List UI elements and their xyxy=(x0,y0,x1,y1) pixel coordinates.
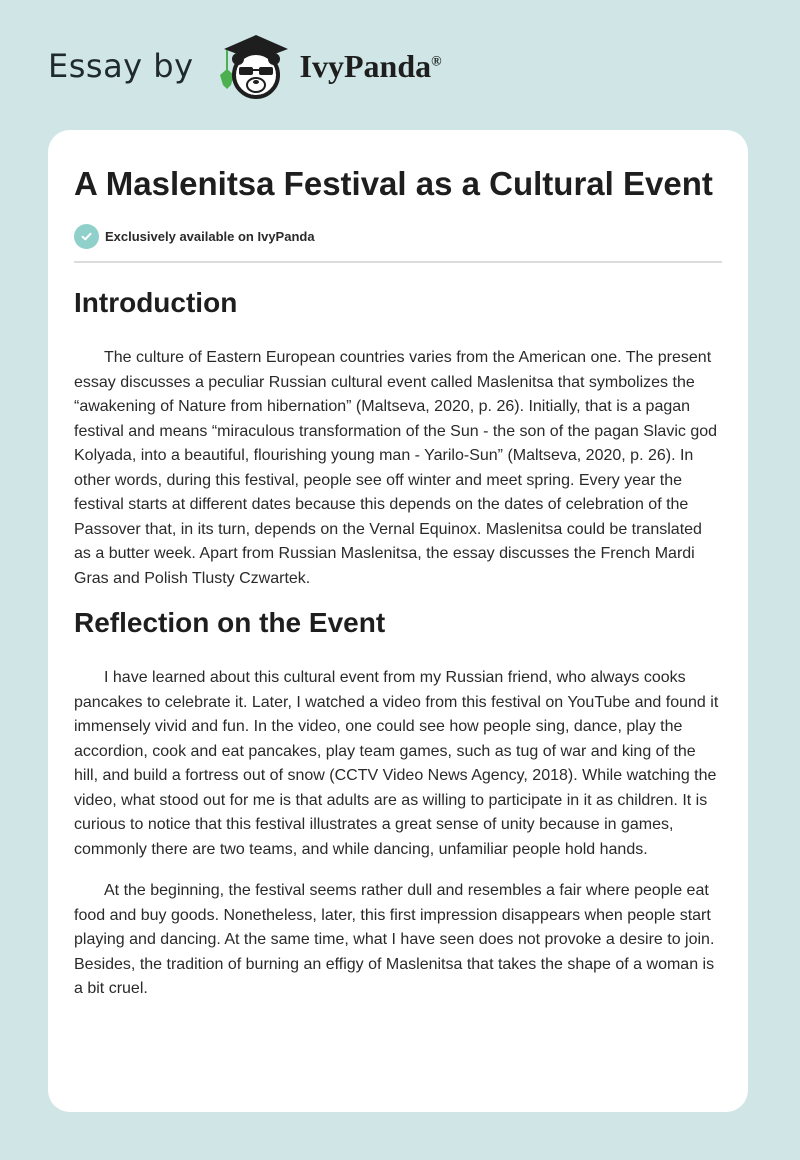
paragraph: I have learned about this cultural event from my Russian friend, who always cooks pancakes to celebrate it. Later, I watched a video from this festival on YouTube and found it immensely vivid and fun. In the video, one could see how people sing, dance, play the accordion, cook and eat pancakes, play team games, such as tug of war and king of the hill, and build a fortress out of snow (CCTV Video News Agency, 2018). While watching the video, what stood out for me is that adults are as willing to participate in it as children. It is curious to notice that this festival illustrates a great sense of unity because in games, commonly there are two teams, and while dancing, unfamiliar people hold hands. xyxy=(74,669,719,858)
essay-card xyxy=(48,130,748,1112)
ivypanda-logo-icon[interactable] xyxy=(214,31,296,101)
section-reflection xyxy=(74,605,722,1002)
section-introduction xyxy=(74,285,722,591)
divider xyxy=(74,261,722,263)
exclusive-badge-text: Exclusively available on IvyPanda xyxy=(105,229,315,244)
paragraph: At the beginning, the festival seems rather dull and resembles a fair where people eat food and buy goods. Nonetheless, later, this first impression disappears when people start playing and dancing. At the same time, what I have seen does not provoke a desire to join. Besides, the tradition of burning an effigy of Maslenitsa that takes the shape of a woman is a bit cruel. xyxy=(74,882,715,997)
section-heading: Reflection on the Event xyxy=(74,607,386,638)
check-circle-icon xyxy=(74,224,99,249)
brand-name-text: IvyPanda xyxy=(299,47,432,84)
exclusive-badge xyxy=(74,224,722,249)
brand-header xyxy=(48,36,442,96)
section-heading: Introduction xyxy=(74,287,238,318)
essay-title: A Maslenitsa Festival as a Cultural Event xyxy=(74,165,713,202)
brand-name[interactable] xyxy=(300,48,442,85)
paragraph: The culture of Eastern European countries varies from the American one. The present essay discusses a peculiar Russian cultural event called Maslenitsa that symbolizes the “awakening of Nature from hibernation” (Maltseva, 2020, p. 26). Initially, that is a pagan festival and means “miraculous transformation of the Sun - the son of the pagan Slavic god Kolyada, into a beautiful, flourishing young man - Yarilo-Sun” (Maltseva, 2020, p. 26). In other words, during this festival, people see off winter and meet spring. Every year the festival starts at different dates because this depends on the dates of celebration of the Passover that, in its turn, depends on the Vernal Equinox. Maslenitsa could be translated as a butter week. Apart from Russian Maslenitsa, the essay discusses the French Mardi Gras and Polish Tlusty Czwartek. xyxy=(74,349,718,587)
registered-mark: ® xyxy=(431,53,442,69)
essay-by-label: Essay by xyxy=(48,47,194,85)
